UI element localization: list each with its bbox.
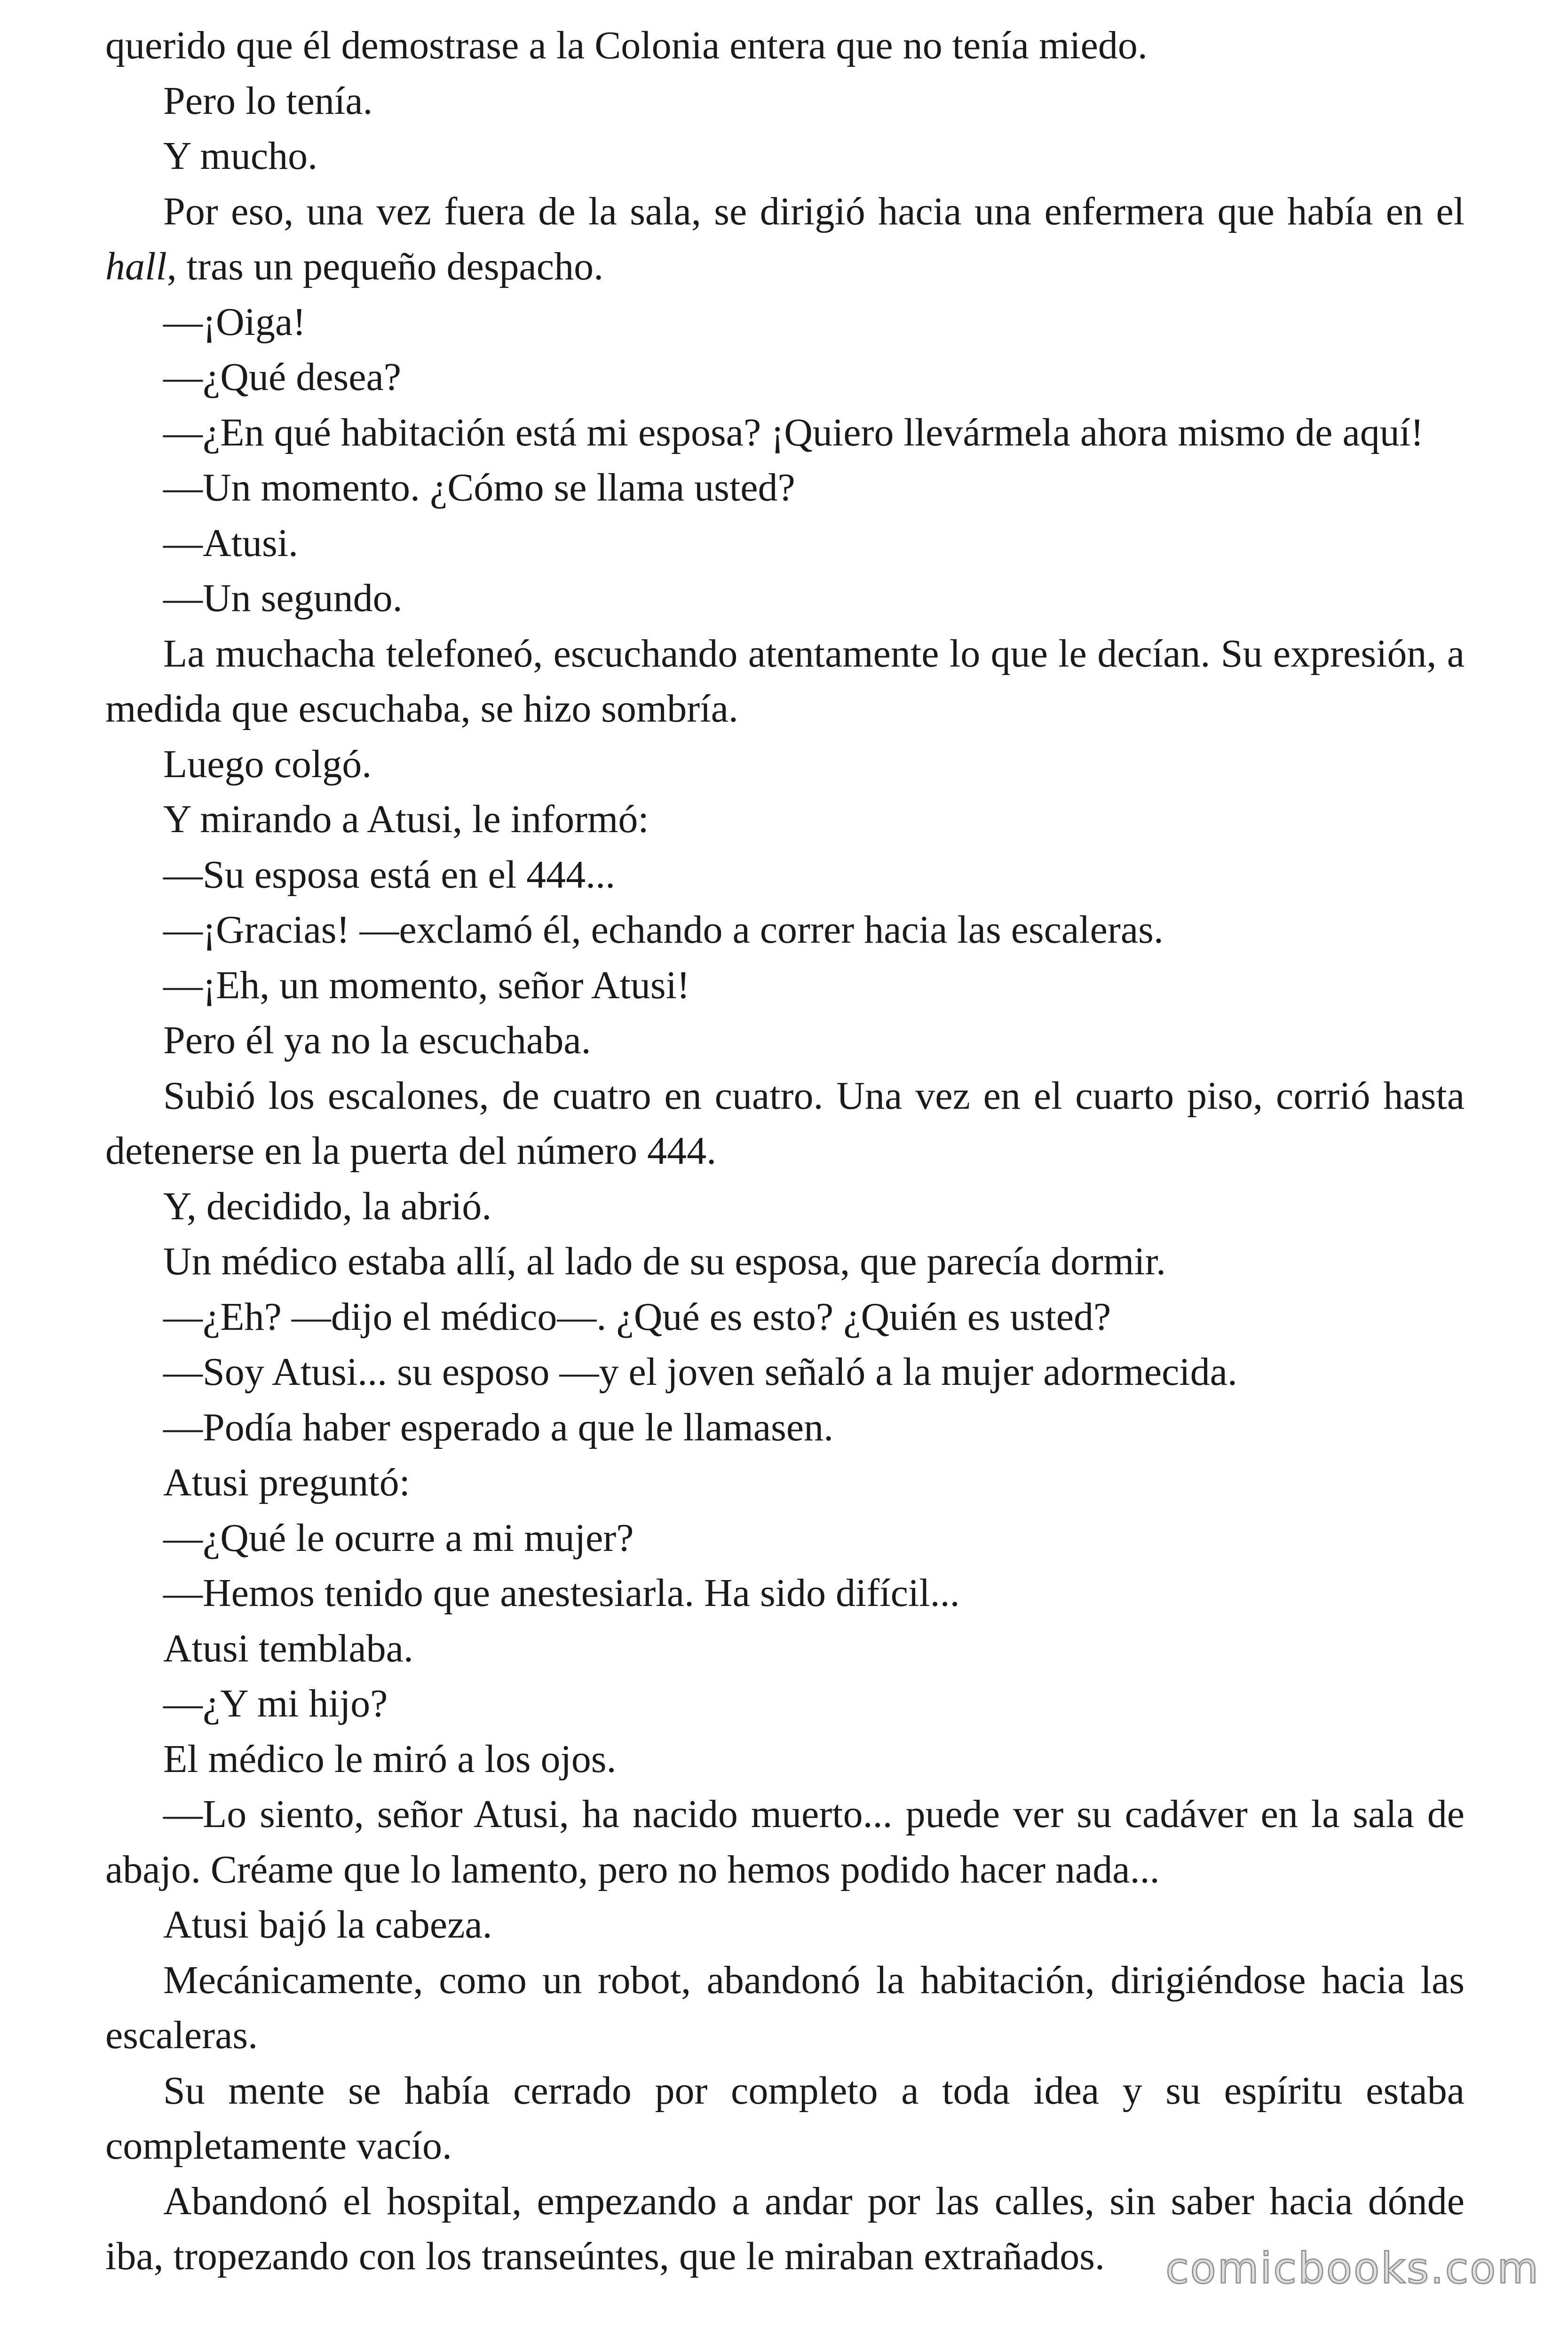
paragraph xyxy=(105,1953,1465,2063)
text-span: —Atusi. xyxy=(163,521,299,565)
text-span: Subió los escalones, de cuatro en cuatro. Una vez en el cuarto piso, corrió hasta detenerse en la puerta del número 444. xyxy=(105,1073,1465,1173)
body-text xyxy=(105,18,1465,2284)
text-span: Pero él ya no la escuchaba. xyxy=(163,1018,591,1062)
text-span: —¿Qué desea? xyxy=(163,355,402,399)
text-span: —¿En qué habitación está mi esposa? ¡Quiero llevármela ahora mismo de aquí! xyxy=(163,410,1424,454)
text-span: La muchacha telefoneó, escuchando atentamente lo que le decían. Su expresión, a medida que escuchaba, se hizo sombría. xyxy=(105,631,1465,731)
paragraph xyxy=(105,958,1465,1013)
text-span: Y mucho. xyxy=(163,134,318,178)
paragraph xyxy=(105,1013,1465,1068)
text-span: —¡Eh, un momento, señor Atusi! xyxy=(163,963,690,1007)
text-span: Y mirando a Atusi, le informó: xyxy=(163,797,649,841)
paragraph xyxy=(105,184,1465,294)
text-span: Un médico estaba allí, al lado de su esposa, que parecía dormir. xyxy=(163,1240,1166,1283)
paragraph xyxy=(105,737,1465,792)
paragraph xyxy=(105,1510,1465,1566)
text-span: , tras un pequeño despacho. xyxy=(166,245,604,288)
paragraph xyxy=(105,626,1465,737)
paragraph xyxy=(105,18,1465,73)
paragraph xyxy=(105,405,1465,461)
text-span: Pero lo tenía. xyxy=(163,79,373,123)
paragraph xyxy=(105,1676,1465,1732)
watermark: comicbooks.com xyxy=(1165,2244,1540,2293)
italic-text: hall xyxy=(105,245,167,288)
text-span: Atusi preguntó: xyxy=(163,1461,410,1504)
paragraph xyxy=(105,1787,1465,1897)
paragraph xyxy=(105,902,1465,958)
paragraph xyxy=(105,294,1465,350)
paragraph xyxy=(105,1621,1465,1677)
text-span: —¿Y mi hijo? xyxy=(163,1682,388,1725)
paragraph xyxy=(105,350,1465,405)
paragraph xyxy=(105,460,1465,516)
text-span: —¡Oiga! xyxy=(163,300,306,344)
text-span: —Lo siento, señor Atusi, ha nacido muerto... puede ver su cadáver en la sala de abajo. Créame que lo lamento, pero no hemos podido hacer nada... xyxy=(105,1792,1465,1891)
text-span: —Un momento. ¿Cómo se llama usted? xyxy=(163,466,795,509)
paragraph xyxy=(105,2063,1465,2174)
text-span: —¡Gracias! —exclamó él, echando a correr hacia las escaleras. xyxy=(163,908,1164,952)
paragraph xyxy=(105,1897,1465,1953)
text-span: Por eso, una vez fuera de la sala, se dirigió hacia una enfermera que había en el xyxy=(163,189,1465,233)
paragraph xyxy=(105,1732,1465,1787)
text-span: —Soy Atusi... su esposo —y el joven señaló a la mujer adormecida. xyxy=(163,1350,1237,1394)
text-span: —¿Qué le ocurre a mi mujer? xyxy=(163,1516,634,1560)
paragraph xyxy=(105,1455,1465,1510)
text-span: —Su esposa está en el 444... xyxy=(163,852,616,897)
paragraph xyxy=(105,1234,1465,1289)
paragraph xyxy=(105,1068,1465,1179)
paragraph xyxy=(105,128,1465,184)
paragraph xyxy=(105,1344,1465,1400)
paragraph xyxy=(105,73,1465,129)
text-span: —Hemos tenido que anestesiarla. Ha sido difícil... xyxy=(163,1571,960,1615)
paragraph xyxy=(105,847,1465,903)
text-span: —¿Eh? —dijo el médico—. ¿Qué es esto? ¿Quién es usted? xyxy=(163,1295,1111,1339)
text-span: Atusi temblaba. xyxy=(163,1626,413,1670)
text-span: Luego colgó. xyxy=(163,742,372,786)
paragraph xyxy=(105,1400,1465,1455)
text-span: —Un segundo. xyxy=(163,576,403,620)
text-span: Mecánicamente, como un robot, abandonó la habitación, dirigiéndose hacia las escaleras. xyxy=(105,1958,1465,2057)
paragraph xyxy=(105,571,1465,626)
paragraph xyxy=(105,1179,1465,1234)
text-span: El médico le miró a los ojos. xyxy=(163,1737,617,1781)
text-span: querido que él demostrase a la Colonia entera que no tenía miedo. xyxy=(105,24,1148,67)
text-span: Atusi bajó la cabeza. xyxy=(163,1903,492,1947)
text-span: Y, decidido, la abrió. xyxy=(163,1184,492,1228)
paragraph xyxy=(105,516,1465,571)
paragraph xyxy=(105,1565,1465,1621)
paragraph xyxy=(105,792,1465,847)
paragraph xyxy=(105,1289,1465,1345)
text-span: Abandonó el hospital, empezando a andar por las calles, sin saber hacia dónde iba, tropezando con los transeúntes, que le miraban extrañados. xyxy=(105,2179,1465,2278)
text-span: —Podía haber esperado a que le llamasen. xyxy=(163,1405,834,1449)
text-span: Su mente se había cerrado por completo a toda idea y su espíritu estaba completamente vacío. xyxy=(105,2068,1465,2168)
